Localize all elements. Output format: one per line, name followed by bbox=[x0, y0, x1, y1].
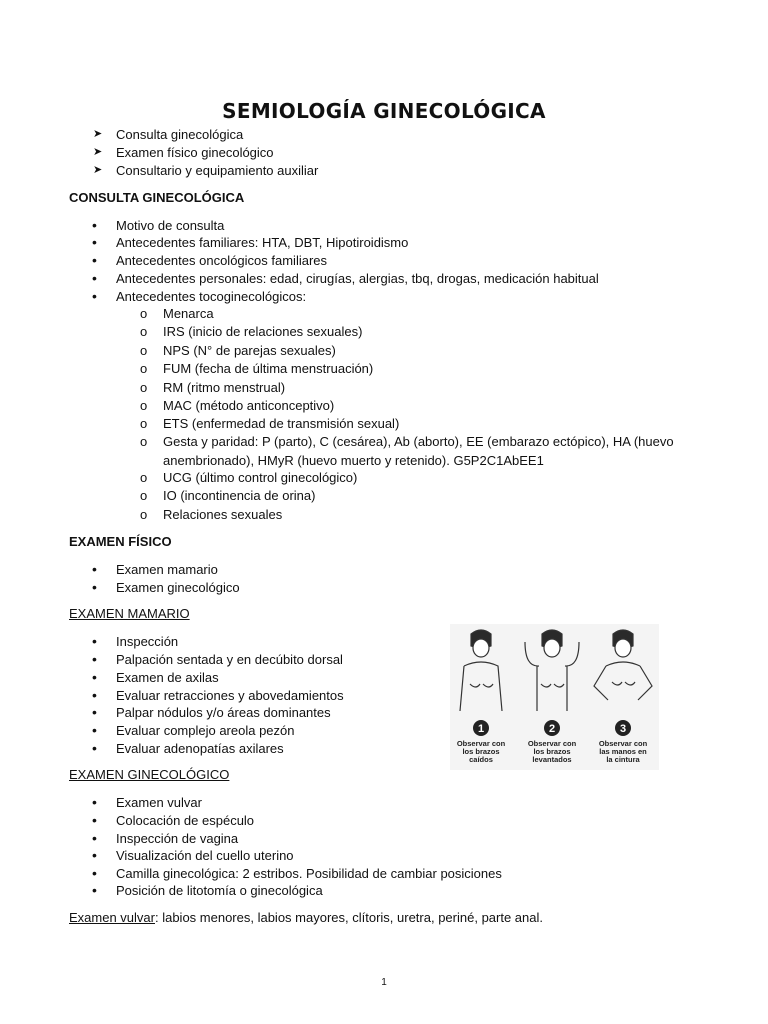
examen-vulvar-text: : labios menores, labios mayores, clítoris, uretra, periné, parte anal. bbox=[154, 910, 543, 925]
figure-arms-down bbox=[460, 630, 502, 711]
sub-list-item: o IO (incontinencia de orina) bbox=[140, 488, 316, 503]
step-1-caption-line: los brazos bbox=[462, 747, 500, 756]
list-item: • Examen de axilas bbox=[92, 669, 219, 685]
arrow-bullet-icon: ➤ bbox=[93, 128, 103, 140]
bullet-icon: • bbox=[92, 847, 97, 863]
list-item: • Visualización del cuello uterino bbox=[92, 847, 294, 863]
intro-item: ➤ Consultario y equipamiento auxiliar bbox=[93, 163, 319, 178]
consulta-heading: CONSULTA GINECOLÓGICA bbox=[69, 190, 245, 205]
list-item: • Colocación de espéculo bbox=[92, 812, 255, 828]
list-item: • Antecedentes personales: edad, cirugías, alergias, tbq, drogas, medicación habitual bbox=[92, 270, 599, 286]
list-item: • Examen vulvar bbox=[92, 794, 202, 810]
list-item: • Antecedentes oncológicos familiares bbox=[92, 252, 328, 268]
list-item: • Evaluar retracciones y abovedamientos bbox=[92, 687, 344, 703]
intro-item: ➤ Consulta ginecológica bbox=[93, 127, 244, 142]
circle-bullet-icon: o bbox=[140, 416, 148, 431]
step-1-number: 1 bbox=[477, 723, 485, 735]
circle-bullet-icon: o bbox=[140, 324, 148, 339]
list-item: • Evaluar adenopatías axilares bbox=[92, 740, 284, 756]
bullet-icon: • bbox=[92, 579, 97, 595]
bullet-icon: • bbox=[92, 234, 97, 250]
list-item: • Palpar nódulos y/o áreas dominantes bbox=[92, 704, 331, 720]
list-item: • Camilla ginecológica: 2 estribos. Posibilidad de cambiar posiciones bbox=[92, 865, 502, 881]
step-1-caption-line: Observar con bbox=[456, 739, 506, 748]
step-1-caption-line: caídos bbox=[469, 755, 493, 764]
bullet-icon: • bbox=[92, 651, 97, 667]
list-item: • Inspección bbox=[92, 633, 179, 649]
sub-list-item: o IRS (inicio de relaciones sexuales) bbox=[140, 324, 363, 339]
circle-bullet-icon: o bbox=[140, 343, 148, 358]
circle-bullet-icon: o bbox=[140, 361, 148, 376]
examen-vulvar-label: Examen vulvar bbox=[69, 910, 155, 925]
bullet-icon: • bbox=[92, 740, 97, 756]
sub-list-item: o NPS (N° de parejas sexuales) bbox=[140, 343, 336, 358]
list-item: • Examen mamario bbox=[92, 561, 218, 577]
sub-list-item: o Gesta y paridad: P (parto), C (cesárea), Ab (aborto), EE (embarazo ectópico), HA (huevo bbox=[140, 434, 674, 449]
bullet-icon: • bbox=[92, 865, 97, 881]
list-item: • Examen ginecológico bbox=[92, 579, 240, 595]
circle-bullet-icon: o bbox=[140, 398, 148, 413]
examen-fisico-heading: EXAMEN FÍSICO bbox=[69, 534, 172, 549]
circle-bullet-icon: o bbox=[140, 507, 148, 522]
figure-hands-waist bbox=[594, 630, 652, 700]
step-3-caption-line: la cintura bbox=[606, 755, 640, 764]
sub-list-item-continuation: anembrionado), HMyR (huevo muerto y retenido). G5P2C1AbEE1 bbox=[163, 453, 544, 468]
list-item: • Antecedentes familiares: HTA, DBT, Hipotiroidismo bbox=[92, 234, 409, 250]
arrow-bullet-icon: ➤ bbox=[93, 164, 103, 176]
circle-bullet-icon: o bbox=[140, 488, 148, 503]
step-2-number: 2 bbox=[548, 723, 556, 735]
bullet-icon: • bbox=[92, 687, 97, 703]
bullet-icon: • bbox=[92, 270, 97, 286]
step-3-number: 3 bbox=[619, 723, 627, 735]
sub-list-item: o UCG (último control ginecológico) bbox=[140, 470, 358, 485]
bullet-icon: • bbox=[92, 882, 97, 898]
examen-vulvar-paragraph bbox=[69, 910, 543, 925]
list-item: • Inspección de vagina bbox=[92, 830, 239, 846]
circle-bullet-icon: o bbox=[140, 434, 148, 449]
breast-exam-figure bbox=[450, 624, 659, 770]
bullet-icon: • bbox=[92, 217, 97, 233]
bullet-icon: • bbox=[92, 633, 97, 649]
arrow-bullet-icon: ➤ bbox=[93, 146, 103, 158]
sub-list-item: o Relaciones sexuales bbox=[140, 507, 283, 522]
examen-ginecologico-heading: EXAMEN GINECOLÓGICO bbox=[69, 767, 230, 782]
list-item: • Palpación sentada y en decúbito dorsal bbox=[92, 651, 343, 667]
sub-list-item: o Menarca bbox=[140, 306, 214, 321]
step-3-caption-line: Observar con bbox=[598, 739, 648, 748]
bullet-icon: • bbox=[92, 722, 97, 738]
list-item: • Motivo de consulta bbox=[92, 217, 225, 233]
sub-list-item: o FUM (fecha de última menstruación) bbox=[140, 361, 374, 376]
step-2-caption-line: los brazos bbox=[533, 747, 571, 756]
document-title: SEMIOLOGÍA GINECOLÓGICA bbox=[222, 99, 546, 123]
list-item: • Antecedentes tocoginecológicos: bbox=[92, 288, 307, 304]
sub-list-item: o MAC (método anticonceptivo) bbox=[140, 398, 335, 413]
breast-exam-illustration bbox=[450, 624, 659, 770]
bullet-icon: • bbox=[92, 288, 97, 304]
circle-bullet-icon: o bbox=[140, 306, 148, 321]
bullet-icon: • bbox=[92, 252, 97, 268]
bullet-icon: • bbox=[92, 812, 97, 828]
step-2-caption-line: levantados bbox=[532, 755, 572, 764]
step-3-caption-line: las manos en bbox=[599, 747, 647, 756]
figure-arms-up bbox=[525, 630, 579, 711]
circle-bullet-icon: o bbox=[140, 470, 148, 485]
bullet-icon: • bbox=[92, 704, 97, 720]
bullet-icon: • bbox=[92, 794, 97, 810]
sub-list-item: o RM (ritmo menstrual) bbox=[140, 380, 286, 395]
intro-item: ➤ Examen físico ginecológico bbox=[93, 145, 274, 160]
page-number: 1 bbox=[381, 977, 387, 988]
examen-mamario-heading: EXAMEN MAMARIO bbox=[69, 606, 190, 621]
bullet-icon: • bbox=[92, 669, 97, 685]
step-2-caption-line: Observar con bbox=[527, 739, 577, 748]
list-item: • Evaluar complejo areola pezón bbox=[92, 722, 295, 738]
list-item: • Posición de litotomía o ginecológica bbox=[92, 882, 323, 898]
sub-list-item: o ETS (enfermedad de transmisión sexual) bbox=[140, 416, 400, 431]
circle-bullet-icon: o bbox=[140, 380, 148, 395]
bullet-icon: • bbox=[92, 561, 97, 577]
bullet-icon: • bbox=[92, 830, 97, 846]
